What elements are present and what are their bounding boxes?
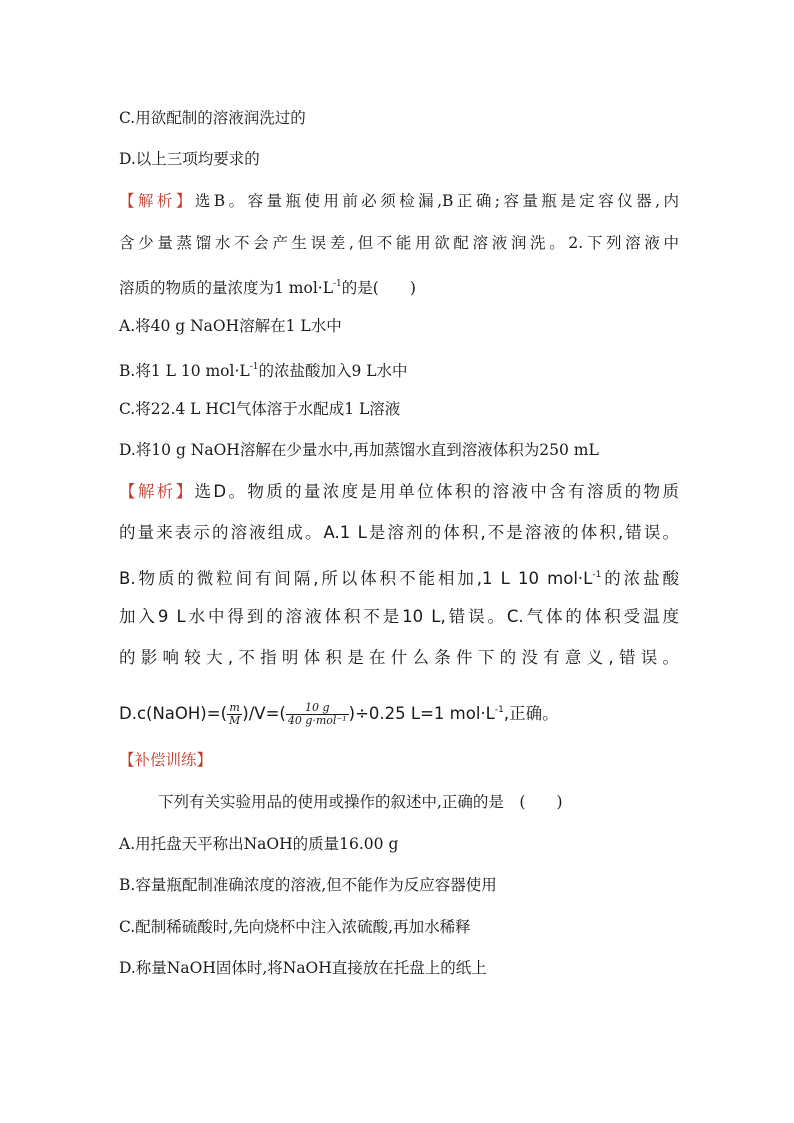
supplement-tag: 【补偿训练】 <box>119 751 213 769</box>
analysis2-tag: 【解析】 <box>119 482 195 501</box>
analysis2-formula: D.c(NaOH)=( $\frac{m}{M}$ )/V=( $\frac{10 g}{\text{40 g·mol⁻¹}}$ )÷0.25 L=1 $mol\cdot L^{-1}$,正确。 <box>119 701 559 727</box>
supplement-option-d: D.称量NaOH固体时,将NaOH直接放在托盘上的纸上 <box>119 959 487 977</box>
prev-option-c: C.用欲配制的溶液润洗过的 <box>119 109 306 127</box>
q2-option-d: D.将10 g NaOH溶解在少量水中,再加蒸馏水直到溶液体积为250 mL <box>119 441 599 459</box>
q2-option-a: A.将40 g NaOH溶解在1 L水中 <box>119 317 342 335</box>
supplement-option-a: A.用托盘天平称出NaOH的质量16.00 g <box>119 835 399 853</box>
fraction-m-over-M: $\frac{m}{M}$ <box>229 701 241 727</box>
q2-option-c: C.将22.4 L HCl气体溶于水配成1 L溶液 <box>119 400 401 418</box>
analysis2-line1: 【解析】选D。物质的量浓度是用单位体积的溶液中含有溶质的物质 <box>119 482 679 501</box>
analysis1-line1: 【解析】选B。容量瓶使用前必须检漏,B正确;容量瓶是定容仪器,内 <box>119 192 679 210</box>
fraction-mass-over-molar-mass: $\frac{10 g}{\text{40 g·mol⁻¹}}$ <box>287 701 347 727</box>
analysis1-line3: 溶质的物质的量浓度为1 $mol\cdot L^{-1}$的是( ) <box>119 279 416 297</box>
analysis2-line4: 加入9 L水中得到的溶液体积不是10 L,错误。C.气体的体积受温度 <box>119 607 679 626</box>
supplement-option-c: C.配制稀硫酸时,先向烧杯中注入浓硫酸,再加水稀释 <box>119 918 471 936</box>
supplement-option-b: B.容量瓶配制准确浓度的溶液,但不能作为反应容器使用 <box>119 876 497 894</box>
analysis1-line2: 含少量蒸馏水不会产生误差,但不能用欲配溶液润洗。2.下列溶液中 <box>119 234 679 252</box>
analysis2-line5: 的影响较大,不指明体积是在什么条件下的没有意义,错误。 <box>119 648 679 667</box>
prev-option-d: D.以上三项均要求的 <box>119 150 260 168</box>
supplement-stem: 下列有关实验用品的使用或操作的叙述中,正确的是 ( ) <box>158 793 563 811</box>
analysis2-line3: B.物质的微粒间有间隔,所以体积不能相加,1 L 10 $mol\cdot L^{-1}$的浓盐酸 <box>119 569 679 588</box>
q2-option-b: B.将1 L 10 $mol\cdot L^{-1}$的浓盐酸加入9 L水中 <box>119 362 408 380</box>
analysis2-line2: 的量来表示的溶液组成。A.1 L是溶剂的体积,不是溶液的体积,错误。 <box>119 523 679 542</box>
analysis1-tag: 【解析】 <box>119 192 195 210</box>
